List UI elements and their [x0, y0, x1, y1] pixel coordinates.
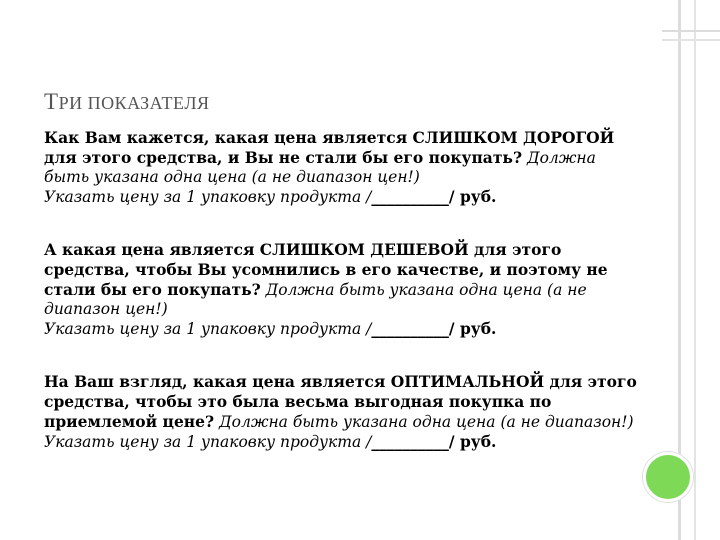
- question-block-2: [44, 240, 644, 339]
- question-text: [44, 128, 644, 187]
- frame-horizontal-line: [662, 30, 720, 32]
- question-main: На Ваш взгляд, какая цена является ОПТИМАЛЬНОЙ для этого средства, чтобы это была весьма выгодная покупка по приемлемой цене?: [44, 372, 637, 431]
- answer-line: [44, 319, 644, 339]
- answer-prompt: Указать цену за 1 упаковку продукта /: [44, 188, 372, 206]
- answer-line: [44, 187, 644, 207]
- title-rest: РИ ПОКАЗАТЕЛЯ: [58, 93, 210, 113]
- frame-vertical-line-inner: [694, 0, 696, 540]
- title-initial: Т: [44, 89, 59, 114]
- question-hint: Должна быть указана одна цена (а не диапазон цен!): [44, 281, 587, 318]
- frame-horizontal-line-inner: [662, 39, 720, 41]
- question-hint: Должна быть указана одна цена (а не диапазон!): [219, 413, 634, 431]
- question-text: [44, 372, 644, 432]
- question-hint: Должна быть указана одна цена (а не диапазон цен!): [44, 149, 596, 186]
- question-main: Как Вам кажется, какая цена является СЛИШКОМ ДОРОГОЙ для этого средства, и Вы не стали бы его покупать?: [44, 128, 615, 167]
- decorative-green-circle: [643, 452, 693, 502]
- answer-blank: __________/ руб.: [371, 187, 497, 206]
- answer-prompt: Указать цену за 1 упаковку продукта /: [44, 320, 372, 338]
- answer-prompt: Указать цену за 1 упаковку продукта /: [44, 433, 372, 451]
- answer-blank: __________/ руб.: [371, 319, 497, 338]
- answer-blank: __________/ руб.: [371, 432, 497, 451]
- question-text: [44, 240, 644, 319]
- questions-list: [44, 128, 644, 485]
- slide-title: [44, 80, 210, 117]
- answer-line: [44, 432, 644, 452]
- question-main: А какая цена является СЛИШКОМ ДЕШЕВОЙ для этого средства, чтобы Вы усомнились в его качестве, и поэтому не стали бы его покупать?: [44, 240, 608, 299]
- question-block-3: [44, 372, 644, 452]
- question-block-1: [44, 128, 644, 207]
